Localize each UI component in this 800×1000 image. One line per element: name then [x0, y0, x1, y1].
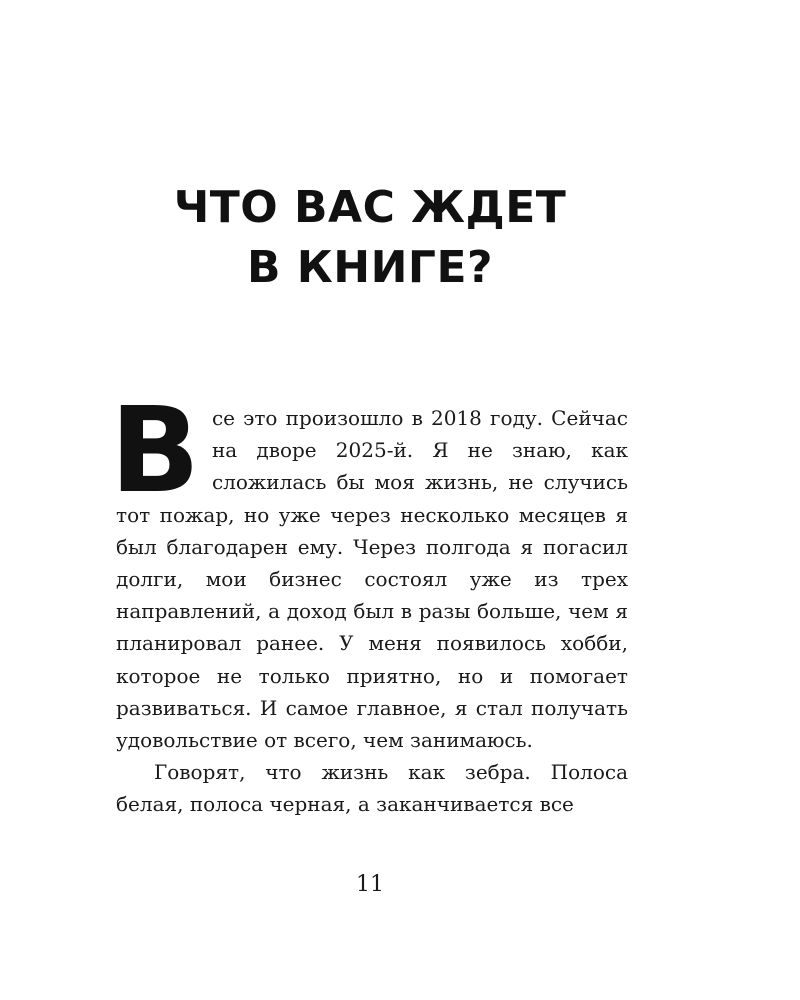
drop-cap: В [110, 381, 200, 519]
paragraph-2: Говорят, что жизнь как зебра. Полоса белая, полоса черная, а заканчивается все [116, 760, 628, 817]
page-number: 11 [356, 872, 384, 897]
paragraph-1-text: се это произошло в 2018 году. Сейчас на дворе 2025-й. Я не знаю, как сложилась бы моя жизнь, не случись тот пожар, но уже через несколько месяцев я был благодарен ему. Через полгода я погасил долги, мои бизнес состоял уже из трех направлений, а доход был в разы больше, чем я планировал ранее. У меня появилось хобби, которое не только приятно, но и помогает развиваться. И самое главное, я стал получать удовольствие от всего, чем занимаюсь. [116, 406, 628, 753]
chapter-title [0, 178, 740, 298]
chapter-title-line-2: В КНИГЕ? [246, 242, 494, 293]
paragraph-1 [110, 381, 628, 756]
body-text [110, 381, 628, 821]
chapter-title-line-1: ЧТО ВАС ЖДЕТ [173, 182, 567, 233]
